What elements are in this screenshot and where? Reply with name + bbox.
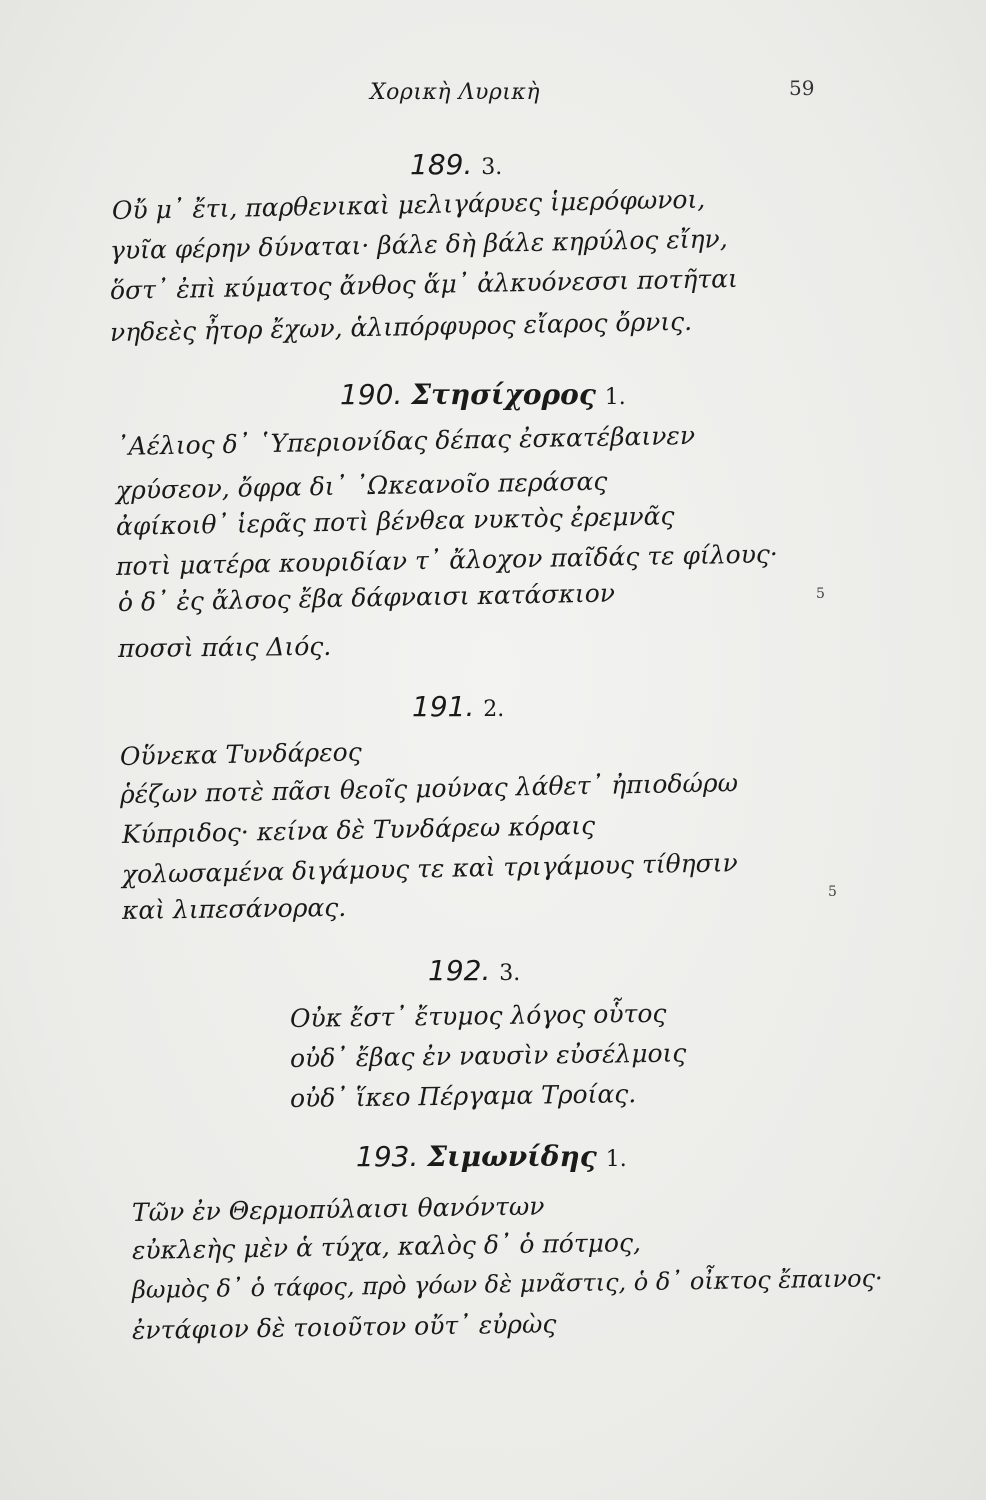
poem-number: 192.	[428, 954, 491, 987]
fragment-number: 3.	[499, 961, 521, 986]
verse-line: οὐδ᾽ ἵκεο Πέργαμα Τροίας.	[289, 1079, 637, 1113]
verse-line: Οὔ μ᾽ ἔτι, παρθενικαὶ μελιγάρυες ἱμερόφωνοι,	[111, 184, 706, 225]
verse-line: ἀφίκοιθ᾽ ἱερᾶς ποτὶ βένθεα νυκτὸς ἐρεμνᾶς	[115, 501, 675, 541]
verse-line: ῥέζων ποτὲ πᾶσι θεοῖς μούνας λάθετ᾽ ἠπιοδώρω	[119, 768, 739, 809]
line-number-marker: 5	[828, 884, 837, 900]
line-number-marker: 5	[816, 586, 825, 602]
verse-line: χολωσαμένα διγάμους τε καὶ τριγάμους τίθησιν	[121, 848, 738, 889]
fragment-number: 1.	[604, 385, 626, 410]
poem-number: 190.	[340, 378, 403, 411]
verse-line: εὐκλεὴς μὲν ἁ τύχα, καλὸς δ᾽ ὁ πότμος,	[131, 1228, 642, 1265]
poem-heading-190	[340, 378, 626, 411]
verse-line: ὁ δ᾽ ἐς ἄλσος ἔβα δάφναισι κατάσκιον	[117, 578, 616, 617]
verse-line: βωμὸς δ᾽ ὁ τάφος, πρὸ γόων δὲ μνᾶστις, ὁ δ᾽ οἶκτος ἔπαινος·	[131, 1264, 883, 1304]
verse-line: ἐντάφιον δὲ τοιοῦτον οὔτ᾽ εὐρὼς	[131, 1309, 557, 1345]
poem-number: 191.	[412, 690, 475, 723]
poem-heading-193	[356, 1140, 627, 1173]
verse-line: Τῶν ἐν Θερμοπύλαισι θανόντων	[131, 1191, 545, 1227]
poem-author: Σιμωνίδης	[427, 1140, 597, 1173]
poem-number: 189.	[410, 148, 473, 181]
verse-line: γυῖα φέρην δύναται· βάλε δὴ βάλε κηρύλος εἴην,	[109, 224, 728, 265]
verse-line: ᾽Αέλιος δ᾽ ῾Υπεριονίδας δέπας ἐσκατέβαινεν	[115, 420, 696, 461]
verse-line: Οὐκ ἔστ᾽ ἔτυμος λόγος οὗτος	[289, 998, 667, 1033]
poem-heading-192	[428, 954, 520, 987]
page-number: 59	[789, 76, 815, 100]
fragment-number: 1.	[605, 1147, 627, 1172]
verse-line: ποτὶ ματέρα κουριδίαν τ᾽ ἄλοχον παῖδάς τε φίλους·	[115, 539, 779, 581]
verse-line: ὅστ᾽ ἐπὶ κύματος ἄνθος ἅμ᾽ ἀλκυόνεσσι ποτῆται	[109, 263, 739, 305]
running-head: Χορικὴ Λυρικὴ	[370, 80, 540, 105]
fragment-number: 2.	[483, 697, 505, 722]
poem-heading-191	[412, 690, 504, 723]
verse-line: Οὕνεκα Τυνδάρεος	[119, 737, 362, 771]
verse-line: Κύπριδος· κείνα δὲ Τυνδάρεω κόραις	[121, 810, 596, 849]
poem-author: Στησίχορος	[411, 378, 596, 411]
fragment-number: 3.	[481, 155, 503, 180]
verse-line: οὐδ᾽ ἔβας ἐν ναυσὶν εὐσέλμοις	[289, 1038, 687, 1073]
poem-heading-189	[410, 148, 502, 181]
verse-line: χρύσεον, ὄφρα δι᾽ ᾽Ωκεανοῖο περάσας	[115, 466, 608, 505]
verse-line: ποσσὶ πάις Διός.	[117, 631, 332, 663]
verse-line: καὶ λιπεσάνορας.	[121, 892, 347, 925]
verse-line: νηδεὲς ἦτορ ἔχων, ἁλιπόρφυρος εἴαρος ὄρνις.	[109, 306, 693, 347]
poem-number: 193.	[356, 1140, 419, 1173]
